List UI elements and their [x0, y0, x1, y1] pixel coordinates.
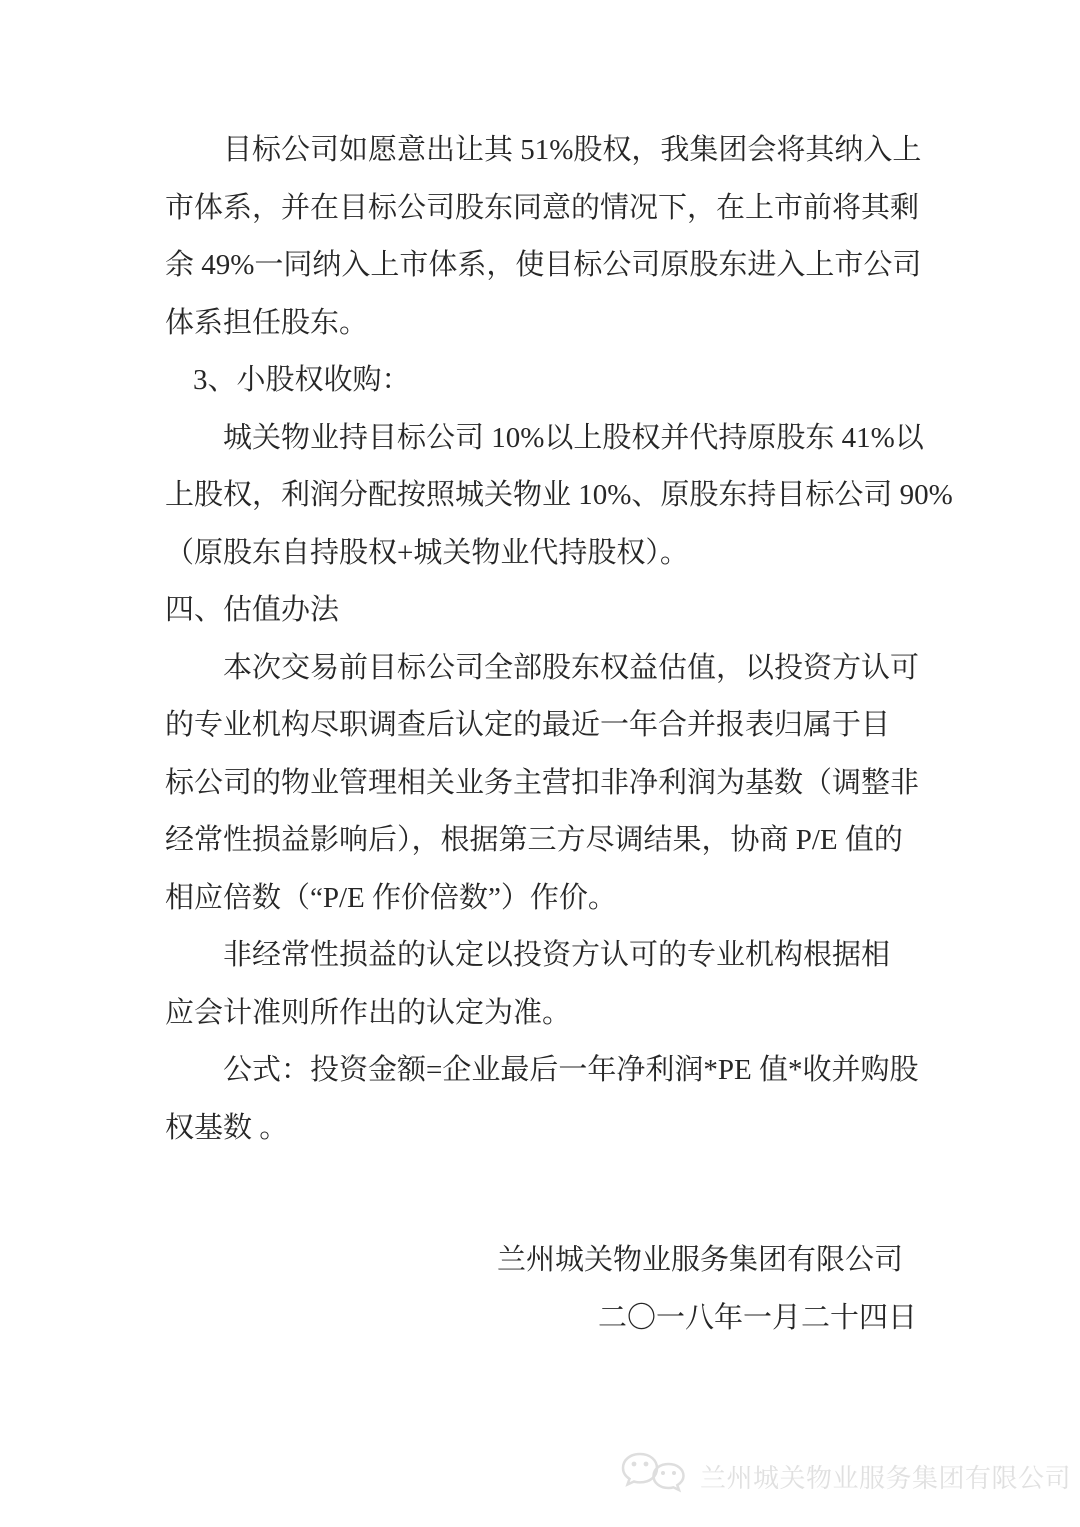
- text-line: 相应倍数（“P/E 作价倍数”）作价。: [165, 881, 617, 914]
- text-line: 上股权，利润分配按照城关物业 10%、原股东持目标公司 90%: [165, 479, 953, 511]
- text-line: 本次交易前目标公司全部股东权益估值，以投资方认可: [223, 651, 920, 684]
- text-line: 经常性损益影响后），根据第三方尽调结果，协商 P/E 值的: [165, 824, 903, 856]
- wechat-icon: [620, 1450, 694, 1502]
- text-line: 公式：投资金额=企业最后一年净利润*PE 值*收并购股: [223, 1054, 919, 1086]
- text-line: 余 49%一同纳入上市体系，使目标公司原股东进入上市公司: [165, 249, 922, 281]
- watermark-text: 兰州城关物业服务集团有限公司: [700, 1463, 1072, 1493]
- signature-date: 二〇一八年一月二十四日: [597, 1301, 917, 1334]
- text-line: 体系担任股东。: [165, 306, 369, 339]
- text-line: 3、小股权收购：: [193, 364, 411, 396]
- text-line: 权基数 。: [165, 1111, 289, 1144]
- text-line: 城关物业持目标公司 10%以上股权并代持原股东 41%以: [223, 421, 924, 454]
- footer-watermark: [620, 1450, 1071, 1502]
- text-line: 目标公司如愿意出让其 51%股权，我集团会将其纳入上: [223, 134, 922, 166]
- text-line: 的专业机构尽职调查后认定的最近一年合并报表归属于目: [165, 709, 891, 741]
- text-line: 应会计准则所作出的认定为准。: [165, 996, 572, 1029]
- text-line: 市体系，并在目标公司股东同意的情况下，在上市前将其剩: [165, 191, 920, 224]
- text-line: 非经常性损益的认定以投资方认可的专业机构根据相: [223, 939, 891, 971]
- signature-company: 兰州城关物业服务集团有限公司: [496, 1244, 903, 1276]
- text-line: 标公司的物业管理相关业务主营扣非净利润为基数（调整非: [165, 766, 920, 799]
- text-line: 四、估值办法: [165, 594, 340, 626]
- text-line: （原股东自持股权+城关物业代持股权）。: [165, 536, 689, 569]
- document-lines: [165, 122, 953, 1157]
- signature-block: [165, 1232, 917, 1347]
